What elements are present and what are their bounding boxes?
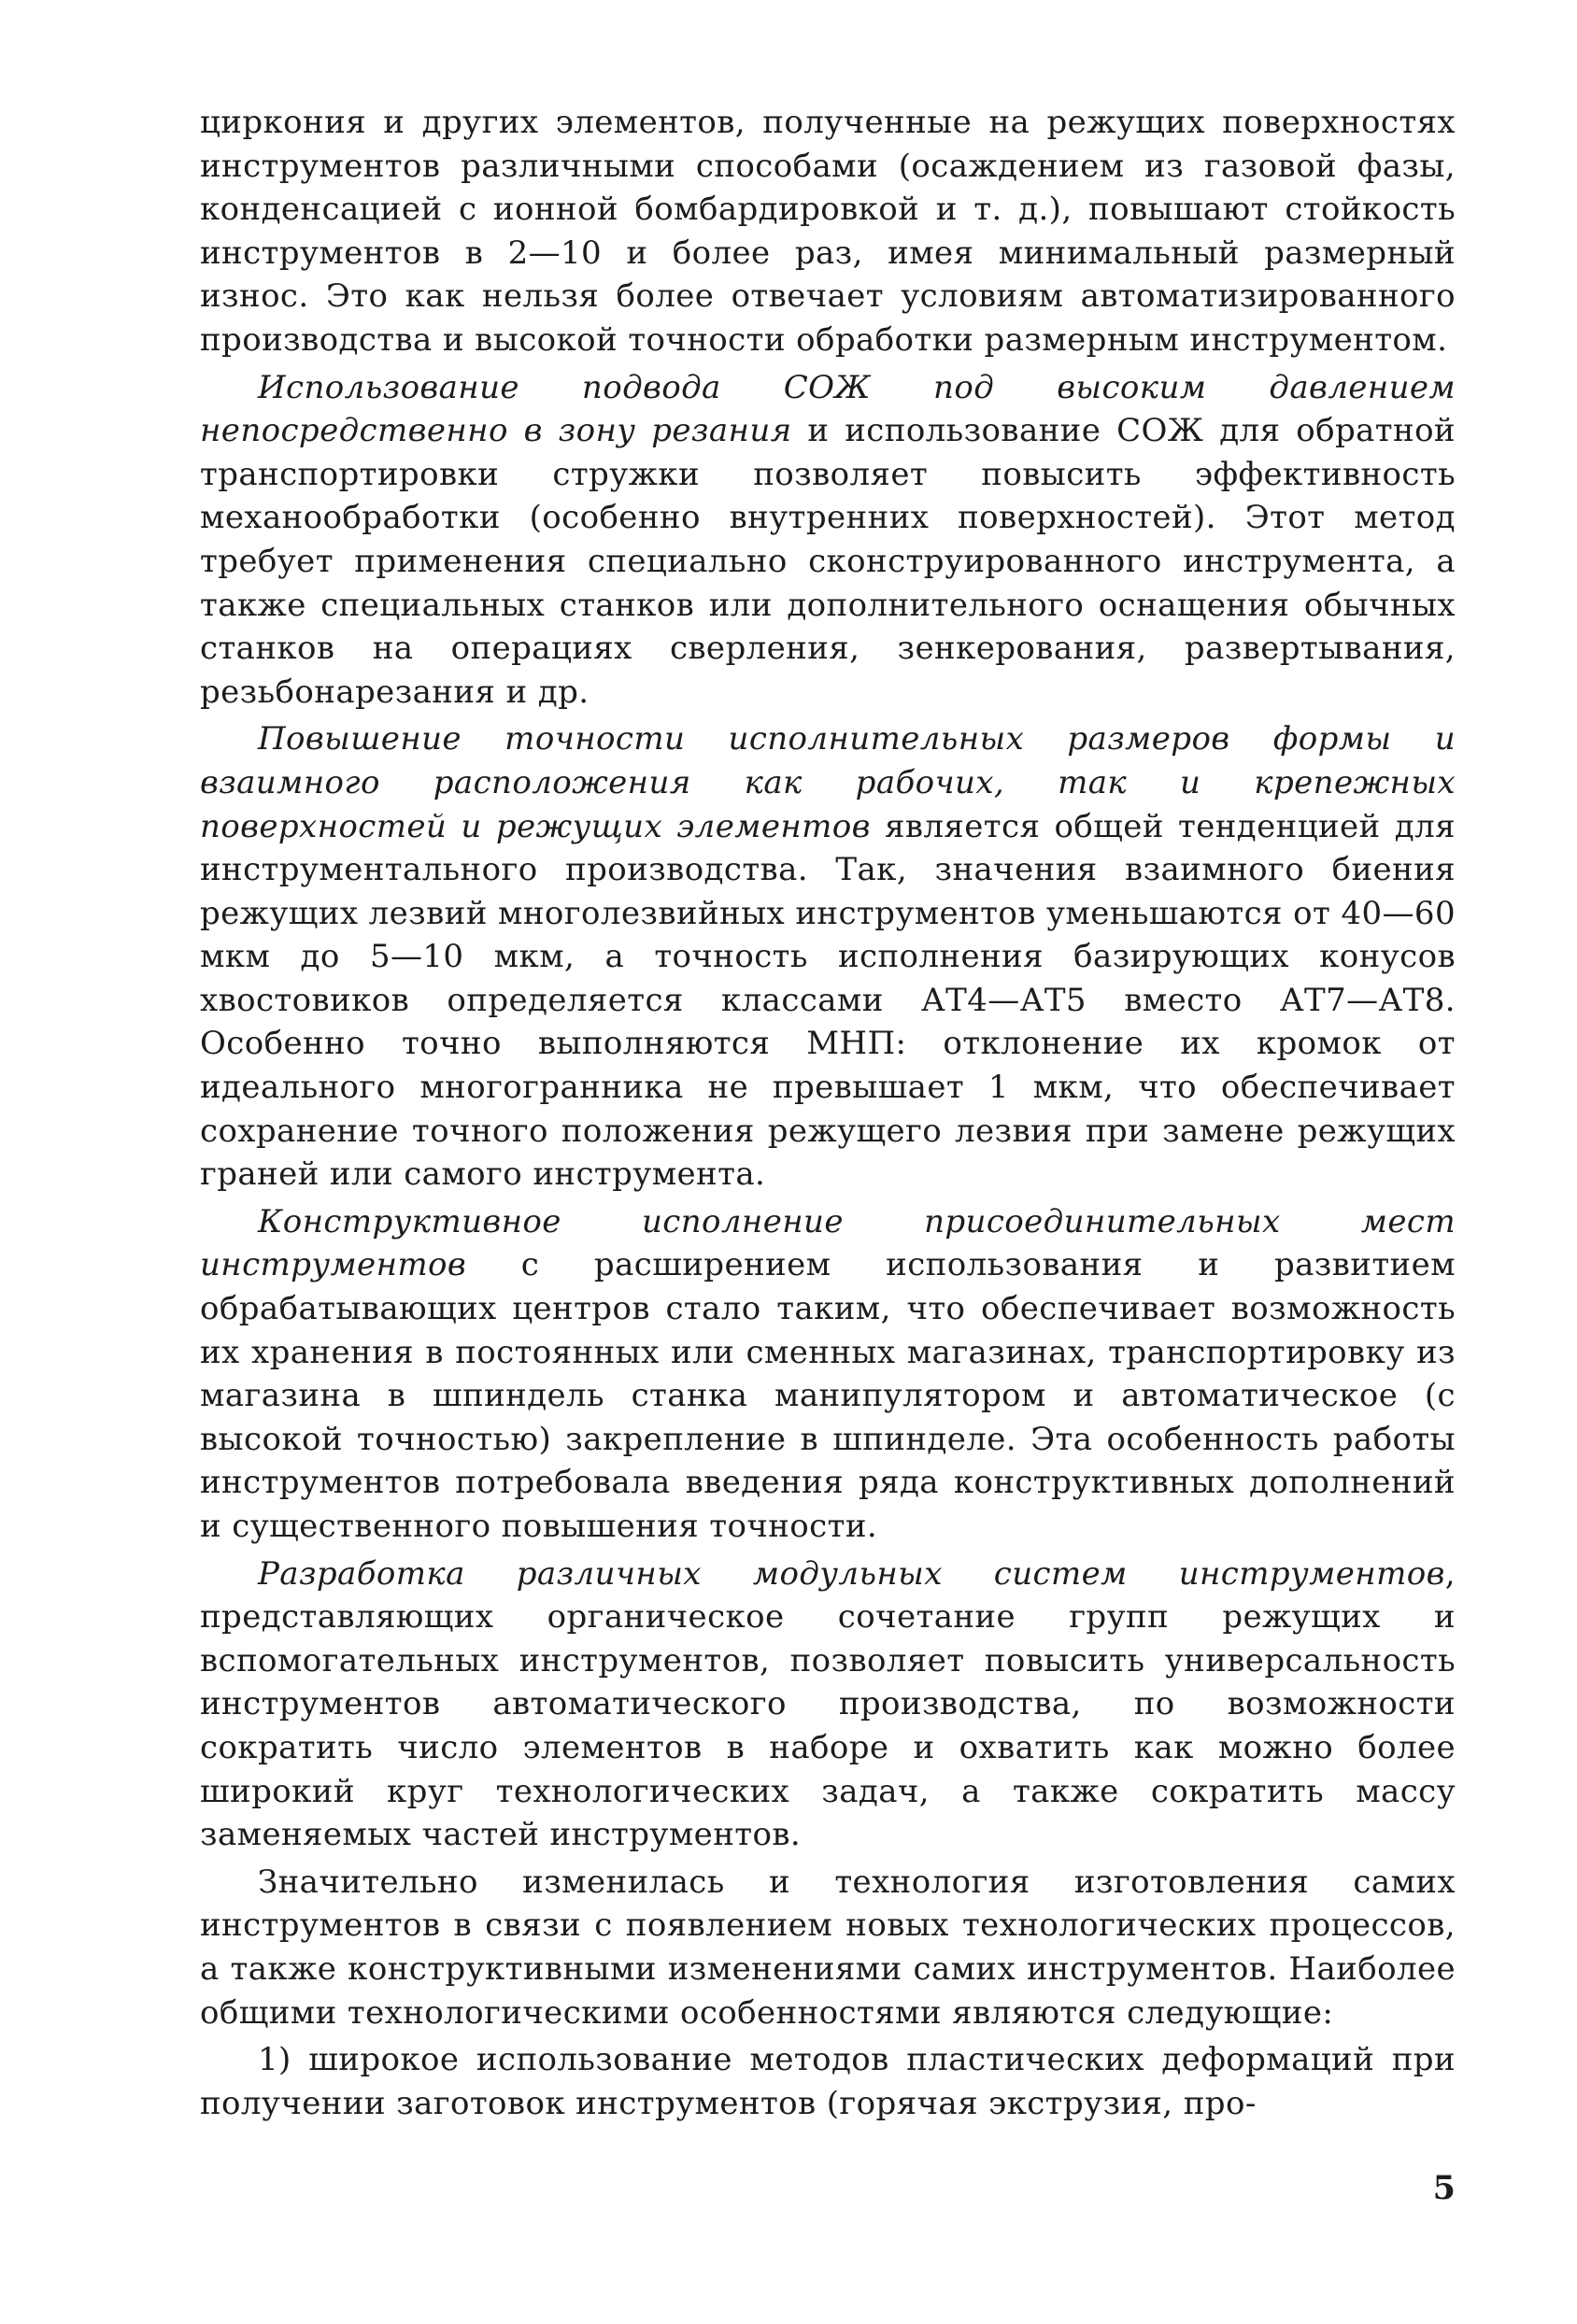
paragraph-4-text: с расширением использования и развитием обрабатывающих центров стало таким, что обеспечивает возможность их хранения в постоянных или сменных магазинах, транспортировку из магазина в шпиндель станка манипулятором и автоматическое (с высокой точностью) закрепление в шпинделе. Эта особенность работы инструментов потребовала введения ряда конструктивных дополнений и существенного повышения точности. [200, 1246, 1456, 1545]
page-body [200, 101, 1456, 2125]
paragraph-2-italic-lead: Использование подвода СОЖ под высоким давлением непосредственно в зону резания [200, 368, 1456, 450]
paragraph-4-italic-lead: Конструктивное исполнение присоединительных мест инструментов [200, 1202, 1456, 1284]
paragraph-3-italic-lead: Повышение точности исполнительных размеров формы и взаимного расположения как рабочих, так и крепежных поверхностей и режущих элементов [200, 720, 1456, 845]
paragraph-6-text: Значительно изменилась и технология изготовления самих инструментов в связи с появлением новых технологических процессов, а также конструктивными изменениями самих инструментов. Наиболее общими технологическими особенностями являются следующие: [200, 1863, 1456, 2032]
paragraph-3 [200, 717, 1456, 1197]
paragraph-4 [200, 1200, 1456, 1549]
paragraph-3-text: является общей тенденцией для инструментального производства. Так, значения взаимного биения режущих лезвий многолезвийных инструментов уменьшаются от 40—60 мкм до 5—10 мкм, а точность исполнения базирующих конусов хвостовиков определяется классами АТ4—АТ5 вместо АТ7—АТ8. Особенно точно выполняются МНП: отклонение их кромок от идеального многогранника не превышает 1 мкм, что обеспечивает сохранение точного положения режущего лезвия при замене режущих граней или самого инструмента. [200, 807, 1456, 1194]
paragraph-7-text: 1) широкое использование методов пластических деформаций при получении заготовок инструментов (горячая экструзия, про- [200, 2041, 1456, 2122]
paragraph-2 [200, 366, 1456, 715]
paragraph-5-text: , представляющих органическое сочетание групп режущих и вспомогательных инструментов, позволяет повысить универсальность инструментов автоматического производства, по возможности сократить число элементов в наборе и охватить как можно более широкий круг технологических задач, а также сократить массу заменяемых частей инструментов. [200, 1554, 1456, 1854]
paragraph-1-text: циркония и других элементов, полученные на режущих поверхностях инструментов различными способами (осаждением из газовой фазы, конденсацией с ионной бомбардировкой и т. д.), повышают стойкость инструментов в 2—10 и более раз, имея минимальный размерный износ. Это как нельзя более отвечает условиям автоматизированного производства и высокой точности обработки размерным инструментом. [200, 104, 1456, 359]
paragraph-2-text: и использование СОЖ для обратной транспортировки стружки позволяет повысить эффективность механообработки (особенно внутренних поверхностей). Этот метод требует применения специально сконструированного инструмента, а также специальных станков или дополнительного оснащения обычных станков на операциях сверления, зенкерования, развертывания, резьбонарезания и др. [200, 412, 1456, 711]
paragraph-5-italic-lead: Разработка различных модульных систем инструментов [258, 1554, 1445, 1593]
paragraph-6 [200, 1861, 1456, 2034]
page-number: 5 [1432, 2169, 1456, 2207]
paragraph-7-list-item-1 [200, 2038, 1456, 2125]
paragraph-1 [200, 101, 1456, 362]
paragraph-5 [200, 1552, 1456, 1857]
